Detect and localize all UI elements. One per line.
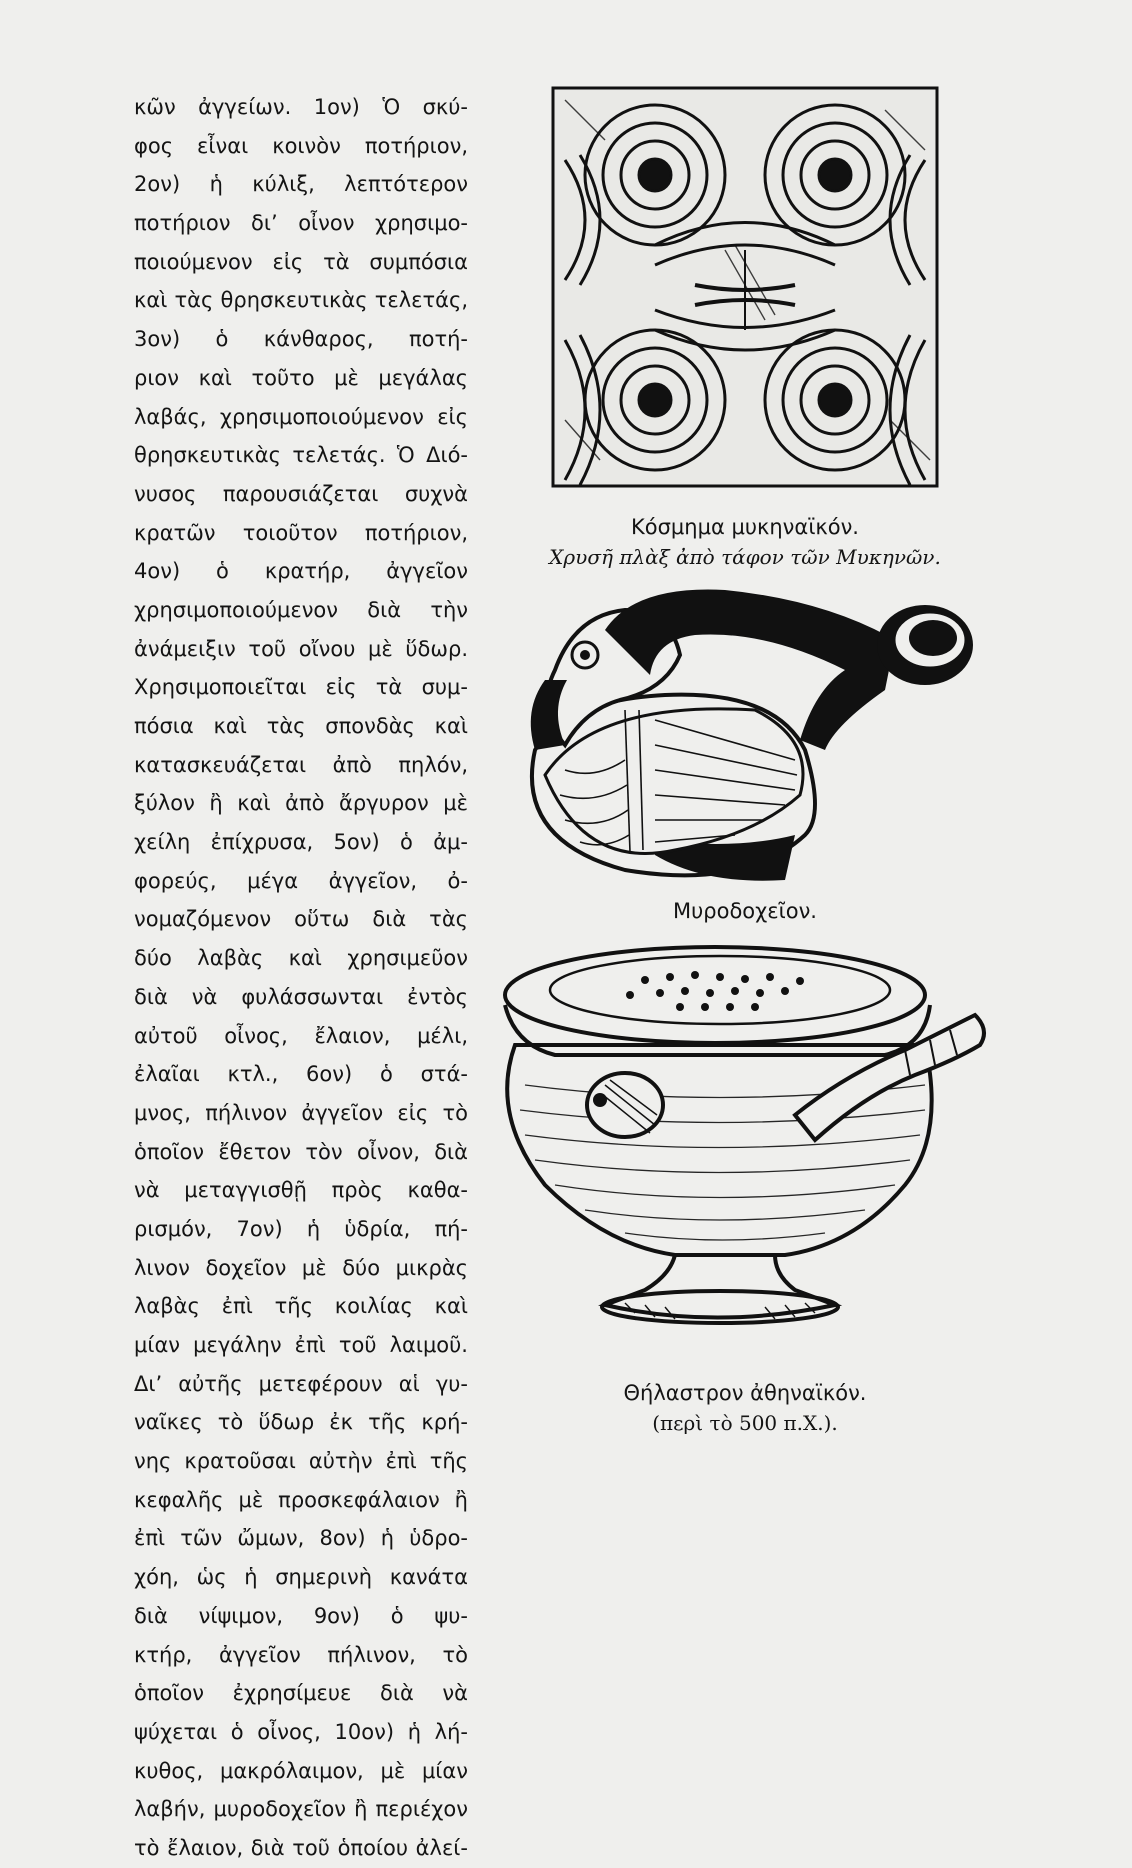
text-line: κατασκευάζεται ἀπὸ πηλόν, (134, 752, 468, 777)
text-line: ὁποῖον ἔθετον τὸν οἶνον, διὰ (134, 1139, 468, 1164)
text-line: ἐπὶ τῶν ὤμων, 8ον) ἡ ὑδρο- (134, 1526, 468, 1551)
text-line: μίαν μεγάλην ἐπὶ τοῦ λαιμοῦ. (134, 1333, 468, 1357)
text-line: πόσια καὶ τὰς σπονδὰς καὶ (134, 714, 468, 738)
text-line: λινον δοχεῖον μὲ δύο μικρὰς (134, 1255, 468, 1280)
text-line: φος εἶναι κοινὸν ποτήριον, (134, 133, 468, 158)
text-line: ὁποῖον ἐχρησίμευε διὰ νὰ (134, 1681, 468, 1706)
duck-vase-caption-title: Μυροδοχεῖον. (673, 899, 817, 923)
text-line: ποιούμενον εἰς τὰ συμπόσια (134, 249, 468, 274)
text-line: ριον καὶ τοῦτο μὲ μεγάλας (134, 365, 468, 390)
ornament-caption (520, 512, 970, 572)
strainer-caption-subtitle: (περὶ τὸ 500 π.Χ.). (652, 1411, 838, 1435)
text-line: ἐλαῖαι κτλ., 6ον) ὁ στά- (134, 1062, 468, 1087)
text-line: λαβήν, μυροδοχεῖον ἢ περιέχον (134, 1797, 468, 1822)
text-line: ναῖκες τὸ ὕδωρ ἐκ τῆς κρή- (134, 1410, 468, 1435)
body-text-column (134, 88, 468, 1868)
text-line: νης κρατοῦσαι αὐτὴν ἐπὶ τῆς (134, 1449, 468, 1474)
text-line: χείλη ἐπίχρυσα, 5ον) ὁ ἀμ- (134, 830, 468, 855)
text-line: Χρησιμοποιεῖται εἰς τὰ συμ- (134, 675, 468, 700)
text-line: 3ον) ὁ κάνθαρος, ποτή- (134, 327, 468, 352)
text-line: δύο λαβὰς καὶ χρησιμεῦον (134, 946, 468, 971)
text-line: ἀνάμειξιν τοῦ οἴνου μὲ ὕδωρ. (134, 636, 468, 661)
mycenaean-ornament-figure (545, 80, 945, 492)
text-line: θρησκευτικὰς τελετάς. Ὁ Διό- (134, 443, 468, 468)
text-line: λαβάς, χρησιμοποιούμενον εἰς (134, 404, 468, 429)
text-line: ποτήριον δι’ οἶνον χρησιμο- (134, 211, 468, 236)
text-line: διὰ νίψιμον, 9ον) ὁ ψυ- (134, 1603, 468, 1628)
text-line: νυσος παρουσιάζεται συχνὰ (134, 481, 468, 506)
text-line: τὸ ἔλαιον, διὰ τοῦ ὁποίου ἀλεί- (134, 1835, 468, 1860)
text-line: ψύχεται ὁ οἶνος, 10ον) ἡ λή- (134, 1719, 468, 1744)
strainer-caption (520, 1378, 970, 1438)
text-line: Δι’ αὐτῆς μετεφέρουν αἱ γυ- (134, 1371, 468, 1396)
text-line: κυθος, μακρόλαιμον, μὲ μίαν (134, 1758, 468, 1783)
text-line: χρησιμοποιούμενον διὰ τὴν (134, 597, 468, 622)
text-line: φορεύς, μέγα ἀγγεῖον, ὀ- (134, 868, 468, 893)
text-line: μνος, πήλινον ἀγγεῖον εἰς τὸ (134, 1100, 468, 1125)
text-line: κῶν ἀγγείων. 1ον) Ὁ σκύ- (134, 95, 468, 119)
strainer-caption-title: Θήλαστρον ἀθηναϊκόν. (623, 1381, 867, 1405)
text-line: νὰ μεταγγισθῇ πρὸς καθα- (134, 1178, 468, 1203)
text-line: 4ον) ὁ κρατήρ, ἀγγεῖον (134, 559, 468, 584)
duck-vase-figure (505, 580, 985, 900)
text-line: κρατῶν τοιοῦτον ποτήριον, (134, 520, 468, 545)
text-line: χόη, ὡς ἡ σημερινὴ κανάτα (134, 1565, 468, 1590)
text-line: ρισμόν, 7ον) ἡ ὑδρία, πή- (134, 1216, 468, 1241)
text-line: κεφαλῆς μὲ προσκεφάλαιον ἢ (134, 1487, 468, 1512)
text-line: διὰ νὰ φυλάσσωνται ἐντὸς (134, 984, 468, 1009)
strainer-vessel-figure (485, 935, 1020, 1335)
ornament-caption-subtitle: Χρυσῆ πλὰξ ἀπὸ τάφον τῶν Μυκηνῶν. (549, 545, 941, 569)
text-line: καὶ τὰς θρησκευτικὰς τελετάς, (134, 288, 468, 313)
text-line: 2ον) ἡ κύλιξ, λεπτότερον (134, 172, 468, 197)
duck-vase-caption (520, 896, 970, 926)
text-line: αὐτοῦ οἶνος, ἔλαιον, μέλι, (134, 1023, 468, 1048)
text-line: λαβὰς ἐπὶ τῆς κοιλίας καὶ (134, 1294, 468, 1319)
text-line: κτήρ, ἀγγεῖον πήλινον, τὸ (134, 1642, 468, 1667)
ornament-caption-title: Κόσμημα μυκηναϊκόν. (631, 515, 859, 539)
text-line: ξύλον ἢ καὶ ἀπὸ ἄργυρον μὲ (134, 791, 468, 816)
text-line: νομαζόμενον οὕτω διὰ τὰς (134, 907, 468, 932)
